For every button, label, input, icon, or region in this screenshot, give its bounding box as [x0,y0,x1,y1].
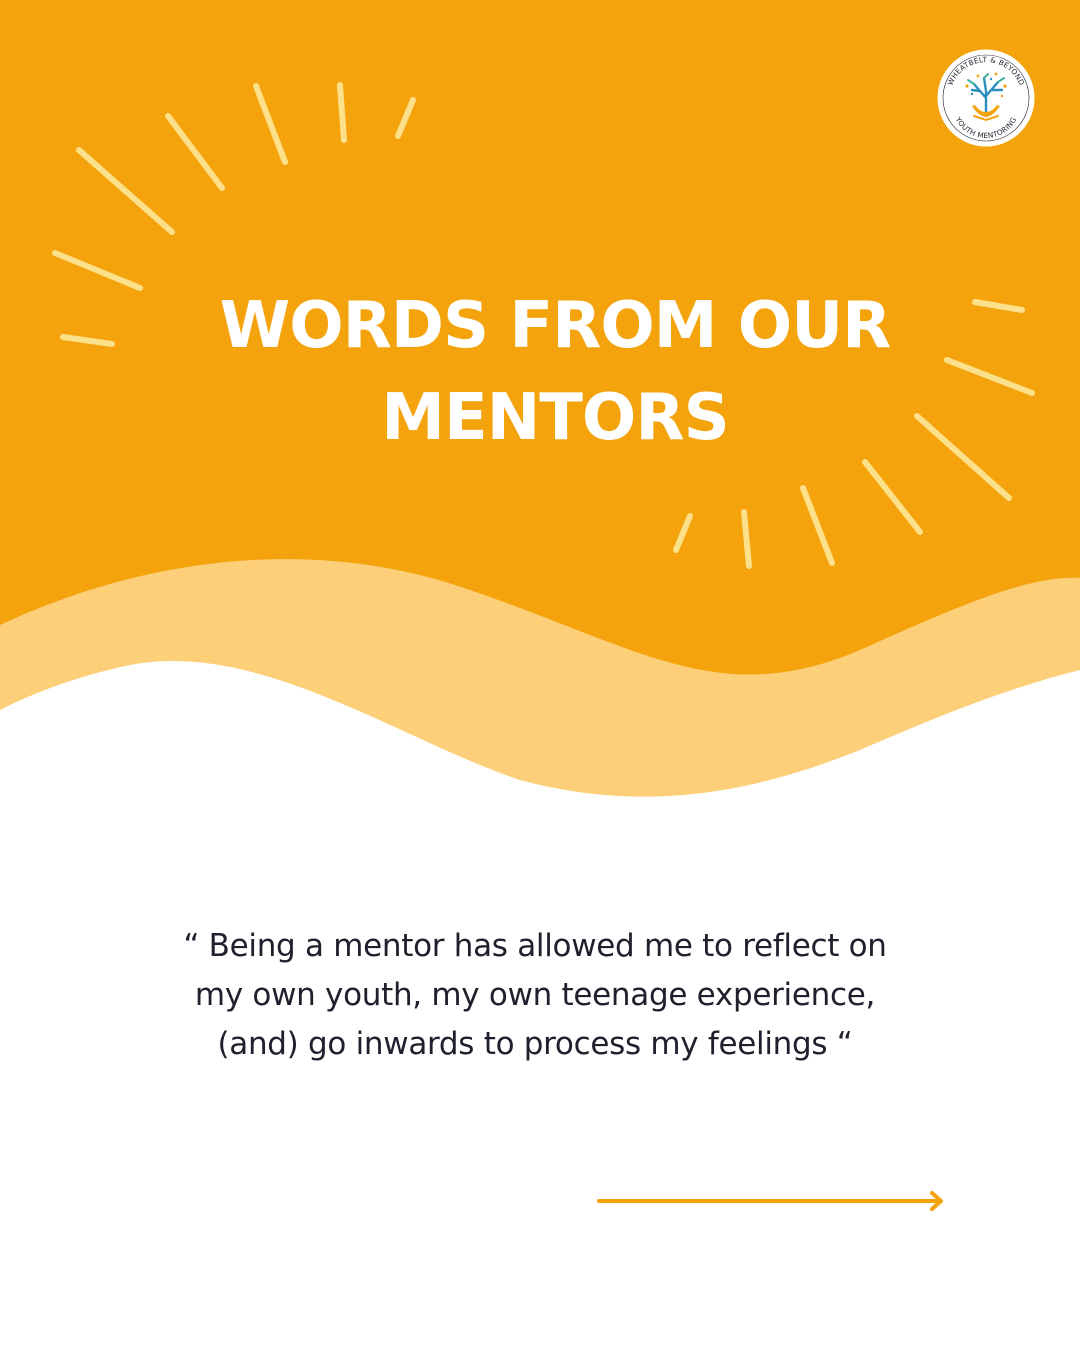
title-line-2: MENTORS [381,381,729,455]
title-line-1: WORDS FROM OUR [219,289,891,363]
mentor-quote [120,922,950,1069]
page-title [140,280,970,464]
quote-line-1: “ Being a mentor has allowed me to reflect on [183,928,887,964]
quote-line-2: my own youth, my own teenage experience, [194,977,876,1013]
quote-line-3: (and) go inwards to process my feelings “ [217,1026,853,1062]
ray [340,85,344,140]
wheatbelt-logo [934,46,1038,150]
logo-bottom-text: YOUTH MENTORING [953,115,1019,141]
logo-top-text: WHEATBELT & BEYOND [945,54,1027,87]
arrow-right-icon[interactable] [596,1188,948,1214]
